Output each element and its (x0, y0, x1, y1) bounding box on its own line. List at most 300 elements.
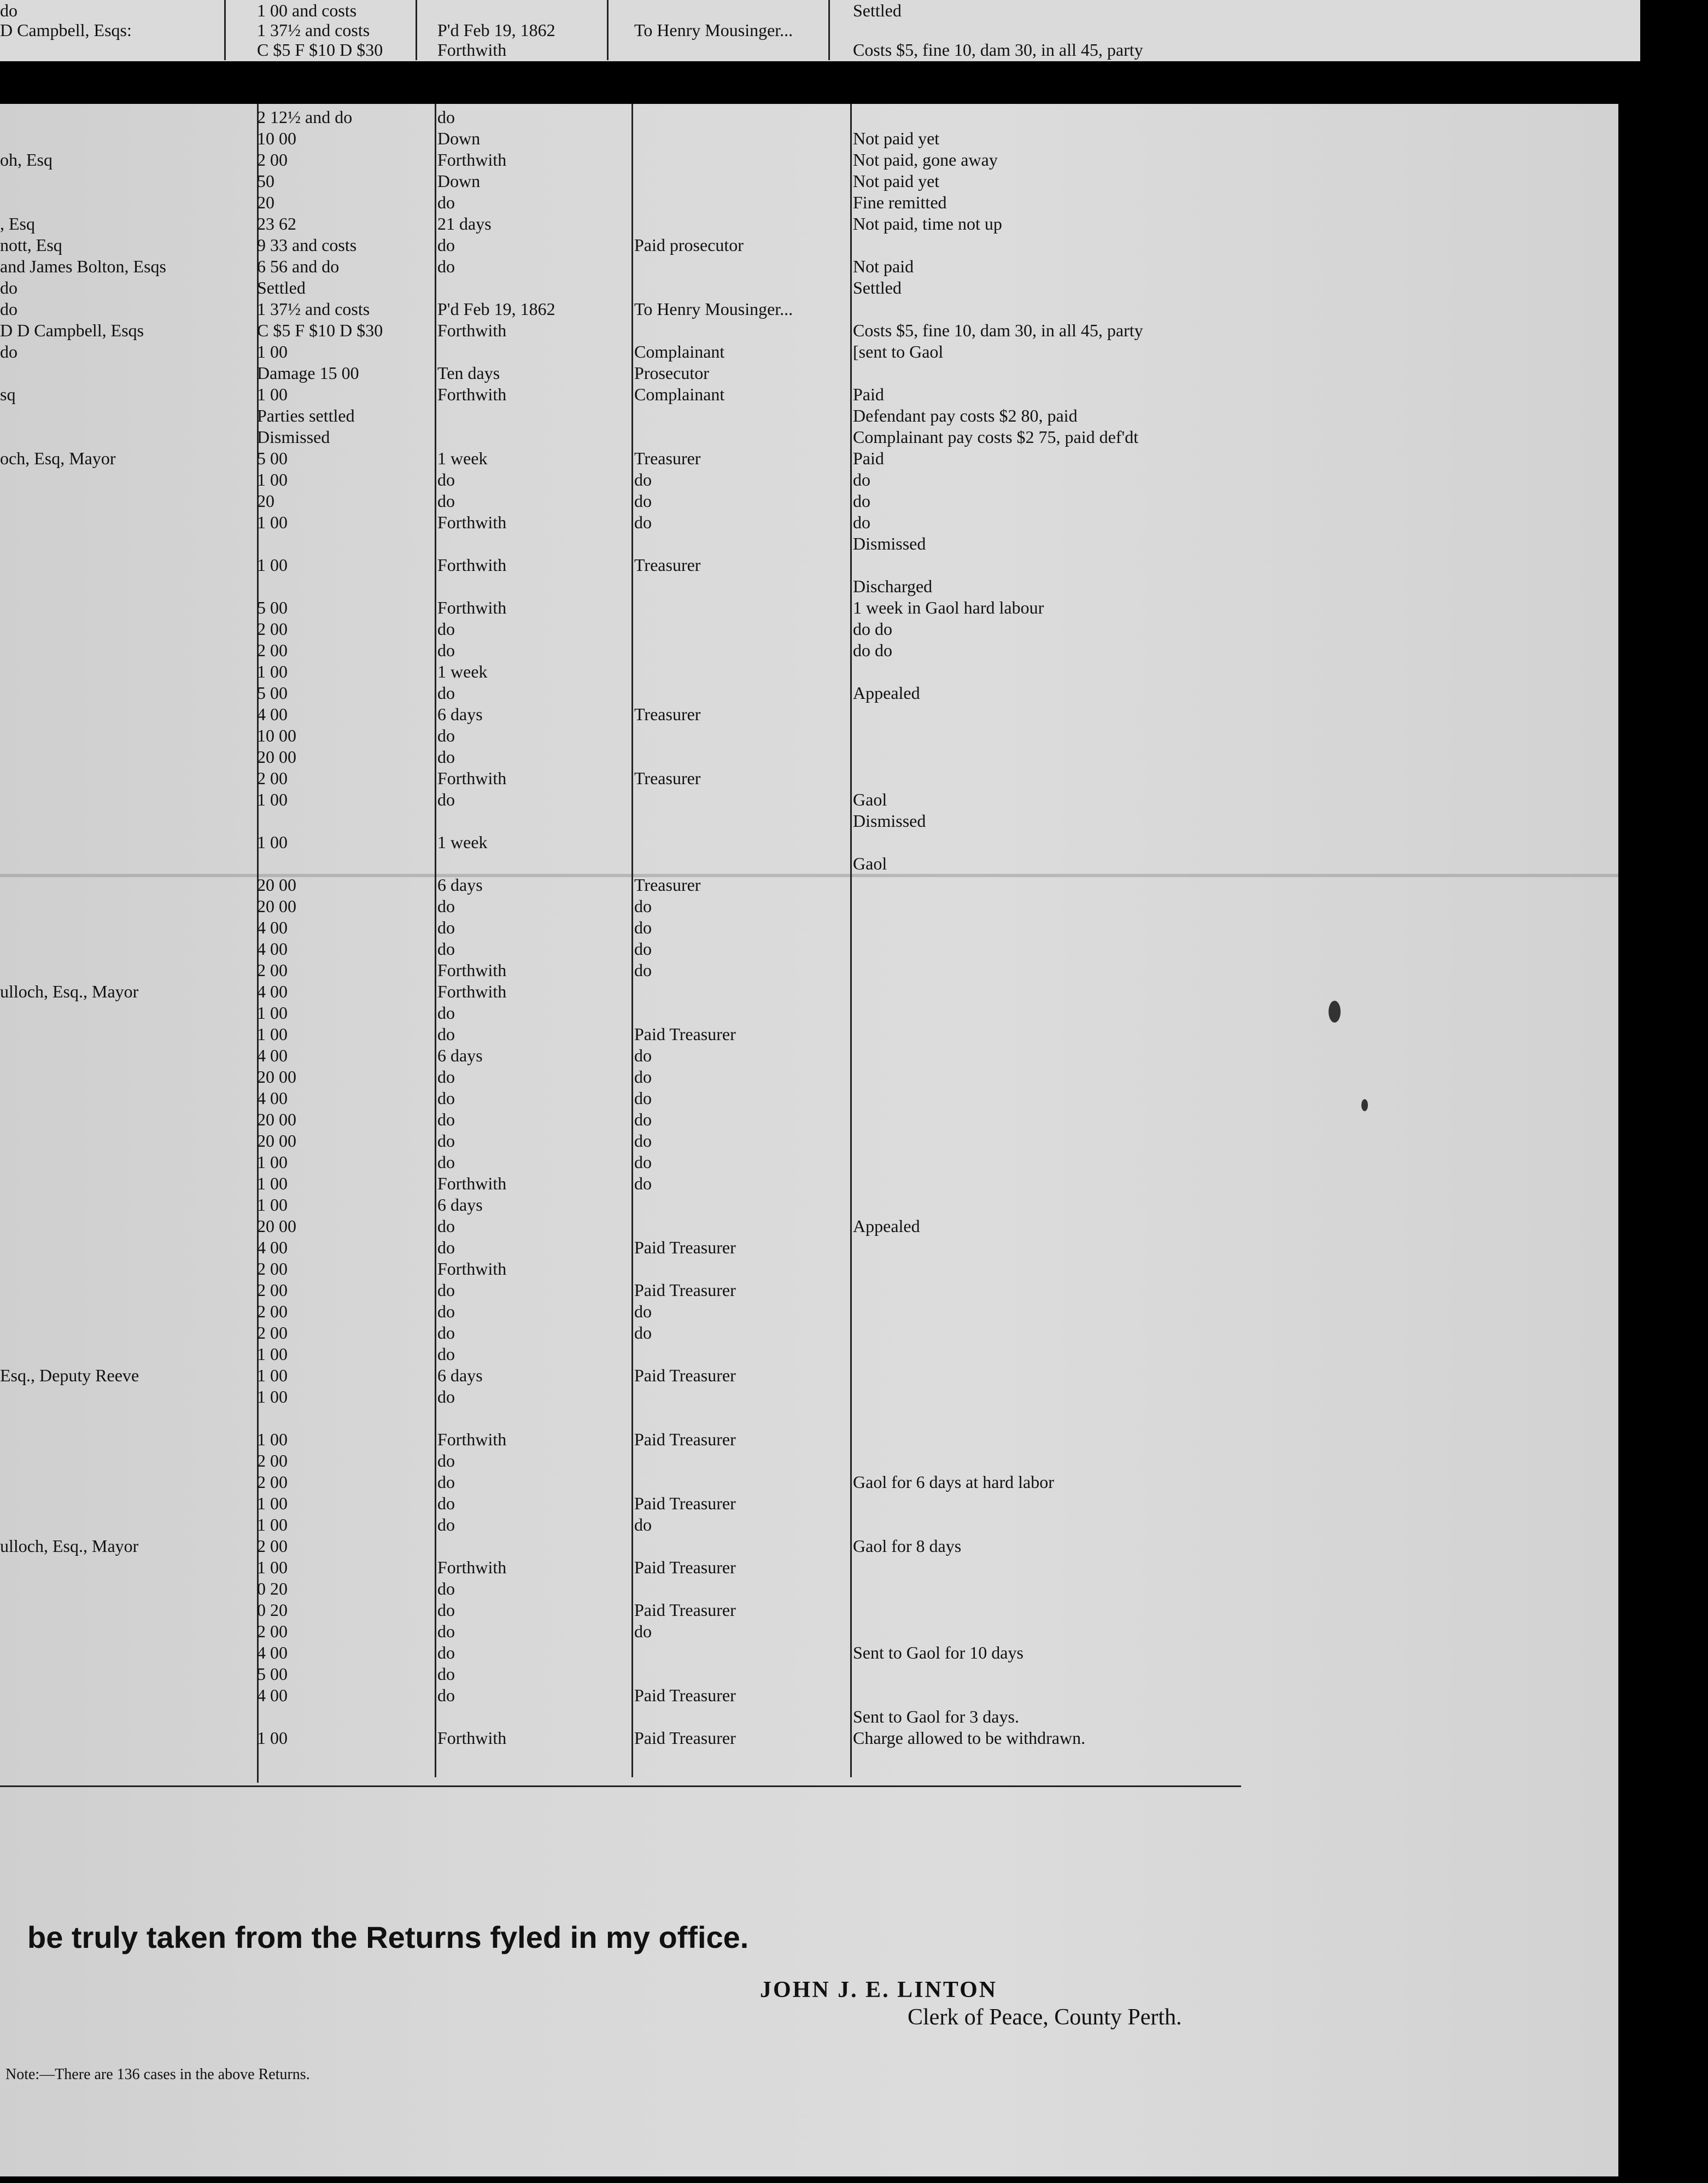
table-row (0, 171, 1312, 191)
remarks-cell: Gaol (853, 790, 887, 809)
payment-cell: do (634, 491, 652, 511)
name-cell: Esq., Deputy Reeve (0, 1365, 139, 1385)
name-cell: sq (0, 384, 16, 404)
amount-cell: Dismissed (257, 427, 330, 447)
name-cell: do (0, 1, 17, 20)
time-cell: Forthwith (437, 320, 507, 340)
table-row (0, 341, 1312, 362)
table-row (0, 1600, 1312, 1620)
amount-cell: 2 00 (257, 1280, 288, 1300)
remarks-cell: Defendant pay costs $2 80, paid (853, 406, 1078, 425)
payment-cell: Paid Treasurer (634, 1238, 736, 1257)
time-cell: do (437, 918, 455, 937)
table-row (0, 768, 1312, 789)
table-row (0, 1663, 1312, 1684)
time-cell: 6 days (437, 875, 483, 895)
table-row (0, 533, 1312, 554)
remarks-cell: Paid (853, 448, 884, 468)
time-cell: do (437, 1280, 455, 1300)
table-row (0, 320, 1312, 341)
remarks-cell: Not paid, time not up (853, 214, 1002, 234)
table-row (0, 1706, 1312, 1727)
time-cell: do (437, 1024, 455, 1044)
amount-cell: 1 00 (257, 832, 288, 852)
time-cell: Forthwith (437, 1557, 507, 1577)
time-cell: do (437, 1600, 455, 1620)
amount-cell: 1 00 (257, 470, 288, 489)
time-cell: do (437, 640, 455, 660)
column-rule (416, 0, 417, 60)
time-cell: Down (437, 171, 481, 191)
amount-cell: 20 00 (257, 1067, 296, 1087)
amount-cell: 1 00 (257, 1344, 288, 1364)
table-row (0, 128, 1312, 149)
payment-cell: Paid Treasurer (634, 1429, 736, 1449)
table-row (0, 1514, 1312, 1535)
amount-cell: 1 00 (257, 790, 288, 809)
name-cell: oh, Esq (0, 150, 52, 170)
table-row (0, 1322, 1312, 1343)
amount-cell: 2 00 (257, 1536, 288, 1556)
amount-cell: 2 00 (257, 1259, 288, 1279)
returns-sheet (0, 104, 1618, 2176)
upper-sheet-fragment (0, 0, 1640, 61)
time-cell: Forthwith (437, 150, 507, 170)
remarks-cell: Not paid yet (853, 171, 940, 191)
amount-cell: 2 00 (257, 1472, 288, 1492)
amount-cell: 4 00 (257, 1238, 288, 1257)
table-row (0, 1045, 1312, 1066)
name-cell: , Esq (0, 214, 35, 234)
table-row (0, 1450, 1312, 1471)
remarks-cell: Fine remitted (853, 192, 947, 212)
table-row (0, 1578, 1312, 1599)
table-row (0, 39, 1312, 60)
table-row (0, 874, 1312, 895)
payment-cell: do (634, 1323, 652, 1343)
table-row (0, 149, 1312, 170)
amount-cell: 2 00 (257, 960, 288, 980)
table-row (0, 640, 1312, 661)
payment-cell: Paid Treasurer (634, 1728, 736, 1748)
table-row (0, 1685, 1312, 1706)
table-row (0, 1408, 1312, 1428)
name-cell: D D Campbell, Esqs (0, 320, 144, 340)
amount-cell: 20 (257, 192, 274, 212)
amount-cell: 20 00 (257, 747, 296, 767)
amount-cell: 0 20 (257, 1579, 288, 1598)
amount-cell: 0 20 (257, 1600, 288, 1620)
amount-cell: 4 00 (257, 1088, 288, 1108)
payment-cell: do (634, 1131, 652, 1151)
remarks-cell: 1 week in Gaol hard labour (853, 598, 1044, 617)
amount-cell: 4 00 (257, 1643, 288, 1662)
amount-cell: 1 00 (257, 1152, 288, 1172)
column-rule (828, 0, 830, 60)
amount-cell: 2 00 (257, 1301, 288, 1321)
remarks-cell: Sent to Gaol for 10 days (853, 1643, 1023, 1662)
time-cell: do (437, 1131, 455, 1151)
time-cell: do (437, 1664, 455, 1684)
table-row (0, 938, 1312, 959)
amount-cell: C $5 F $10 D $30 (257, 40, 383, 60)
table-row (0, 1237, 1312, 1258)
amount-cell: Parties settled (257, 406, 355, 425)
table-row (0, 554, 1312, 575)
table-row (0, 789, 1312, 810)
remarks-cell: Appealed (853, 683, 920, 703)
table-row (0, 491, 1312, 511)
table-row (0, 853, 1312, 874)
amount-cell: 4 00 (257, 704, 288, 724)
payment-cell: do (634, 939, 652, 959)
amount-cell: 23 62 (257, 214, 296, 234)
ink-blot (1329, 1001, 1341, 1023)
time-cell: do (437, 1472, 455, 1492)
table-row (0, 960, 1312, 980)
amount-cell: 5 00 (257, 598, 288, 617)
table-row (0, 981, 1312, 1002)
amount-cell: 4 00 (257, 1685, 288, 1705)
payment-cell: To Henry Mousinger... (634, 299, 793, 319)
table-row (0, 1621, 1312, 1642)
table-row (0, 512, 1312, 533)
time-cell: do (437, 1387, 455, 1406)
table-row (0, 1344, 1312, 1364)
table-row (0, 1472, 1312, 1492)
table-row (0, 1173, 1312, 1194)
table-row (0, 1258, 1312, 1279)
amount-cell: 9 33 and costs (257, 235, 357, 255)
table-row (0, 1066, 1312, 1087)
amount-cell: 1 00 (257, 1515, 288, 1534)
table-row (0, 704, 1312, 725)
remarks-cell: Costs $5, fine 10, dam 30, in all 45, party (853, 40, 1143, 60)
table-row (0, 469, 1312, 490)
amount-cell: 5 00 (257, 683, 288, 703)
amount-cell: 1 00 (257, 512, 288, 532)
remarks-cell: do (853, 491, 870, 511)
table-row (0, 448, 1312, 469)
table-row (0, 1727, 1312, 1748)
amount-cell: 1 00 (257, 1024, 288, 1044)
payment-cell: Paid Treasurer (634, 1685, 736, 1705)
payment-cell: Treasurer (634, 768, 701, 788)
remarks-cell: Discharged (853, 576, 933, 596)
amount-cell: 20 00 (257, 875, 296, 895)
table-row (0, 1386, 1312, 1407)
time-cell: do (437, 1152, 455, 1172)
table-row (0, 682, 1312, 703)
time-cell: do (437, 683, 455, 703)
time-cell: Forthwith (437, 982, 507, 1001)
table-row (0, 725, 1312, 746)
table-row (0, 1301, 1312, 1322)
time-cell: do (437, 726, 455, 745)
time-cell: 6 days (437, 1365, 483, 1385)
remarks-cell: [sent to Gaol (853, 342, 944, 361)
amount-cell: 1 00 (257, 555, 288, 575)
certification-text: be truly taken from the Returns fyled in my office. (27, 1920, 749, 1954)
time-cell: do (437, 939, 455, 959)
table-row (0, 1024, 1312, 1044)
payment-cell: Treasurer (634, 875, 701, 895)
amount-cell: 1 00 (257, 1493, 288, 1513)
time-cell: do (437, 1110, 455, 1129)
amount-cell: 1 00 (257, 384, 288, 404)
time-cell: do (437, 1621, 455, 1641)
payment-cell: do (634, 1088, 652, 1108)
time-cell: do (437, 790, 455, 809)
amount-cell: 2 00 (257, 1323, 288, 1343)
time-cell: do (437, 1643, 455, 1662)
table-row (0, 107, 1312, 127)
name-cell: do (0, 278, 17, 297)
amount-cell: 1 00 (257, 1557, 288, 1577)
time-cell: Forthwith (437, 1728, 507, 1748)
amount-cell: 5 00 (257, 448, 288, 468)
time-cell: do (437, 1685, 455, 1705)
time-cell: Ten days (437, 363, 500, 383)
remarks-cell: Complainant pay costs $2 75, paid def'dt (853, 427, 1139, 447)
column-rule (224, 0, 226, 60)
amount-cell: 1 00 (257, 1003, 288, 1023)
name-cell: D Campbell, Esqs: (0, 20, 132, 40)
time-cell: 21 days (437, 214, 492, 234)
table-row (0, 235, 1312, 255)
table-row (0, 0, 1312, 21)
remarks-cell: Paid (853, 384, 884, 404)
time-cell: P'd Feb 19, 1862 (437, 299, 555, 319)
amount-cell: 5 00 (257, 1664, 288, 1684)
remarks-cell: Settled (853, 1, 902, 20)
payment-cell: Treasurer (634, 555, 701, 575)
name-cell: do (0, 299, 17, 319)
time-cell: 6 days (437, 1046, 483, 1065)
time-cell: do (437, 1451, 455, 1470)
name-cell: do (0, 342, 17, 361)
payment-cell: Paid Treasurer (634, 1365, 736, 1385)
time-cell: Forthwith (437, 40, 507, 60)
time-cell: do (437, 1493, 455, 1513)
name-cell: and James Bolton, Esqs (0, 256, 166, 276)
time-cell: 1 week (437, 832, 488, 852)
table-row (0, 597, 1312, 618)
table-row (0, 896, 1312, 917)
remarks-cell: Settled (853, 278, 902, 297)
amount-cell: 10 00 (257, 129, 296, 148)
payment-cell: do (634, 1301, 652, 1321)
amount-cell: Settled (257, 278, 306, 297)
time-cell: do (437, 1003, 455, 1023)
footnote: Note:—There are 136 cases in the above Returns. (5, 2066, 310, 2083)
amount-cell: 20 (257, 491, 274, 511)
amount-cell: 1 00 (257, 1387, 288, 1406)
table-row (0, 1002, 1312, 1023)
signature-name: JOHN J. E. LINTON (760, 1977, 998, 2003)
table-row (0, 1493, 1312, 1514)
payment-cell: do (634, 1621, 652, 1641)
remarks-cell: do (853, 470, 870, 489)
time-cell: Forthwith (437, 960, 507, 980)
table-row (0, 832, 1312, 853)
table-row (0, 1365, 1312, 1386)
table-row (0, 1642, 1312, 1663)
amount-cell: 1 37½ and costs (257, 20, 370, 40)
payment-cell: Paid prosecutor (634, 235, 744, 255)
remarks-cell: Dismissed (853, 534, 926, 553)
amount-cell: 4 00 (257, 918, 288, 937)
table-row (0, 661, 1312, 682)
amount-cell: 2 00 (257, 768, 288, 788)
amount-cell: 2 00 (257, 1621, 288, 1641)
payment-cell: do (634, 918, 652, 937)
remarks-cell: Appealed (853, 1216, 920, 1236)
table-row (0, 576, 1312, 597)
amount-cell: 1 00 (257, 662, 288, 681)
time-cell: 6 days (437, 1195, 483, 1215)
time-cell: Forthwith (437, 512, 507, 532)
amount-cell: 1 00 (257, 1195, 288, 1215)
amount-cell: 1 00 (257, 342, 288, 361)
amount-cell: Damage 15 00 (257, 363, 359, 383)
payment-cell: do (634, 1067, 652, 1087)
time-cell: Forthwith (437, 1429, 507, 1449)
amount-cell: 2 00 (257, 1451, 288, 1470)
payment-cell: do (634, 1174, 652, 1193)
table-row (0, 427, 1312, 447)
payment-cell: Paid Treasurer (634, 1024, 736, 1044)
remarks-cell: do (853, 512, 870, 532)
table-row (0, 384, 1312, 405)
amount-cell: 6 56 and do (257, 256, 340, 276)
payment-cell: do (634, 1515, 652, 1534)
time-cell: do (437, 1301, 455, 1321)
table-row (0, 299, 1312, 319)
amount-cell: 20 00 (257, 1216, 296, 1236)
time-cell: do (437, 1323, 455, 1343)
time-cell: do (437, 491, 455, 511)
time-cell: do (437, 747, 455, 767)
table-row (0, 1216, 1312, 1236)
time-cell: do (437, 470, 455, 489)
amount-cell: 4 00 (257, 1046, 288, 1065)
ink-blot (1361, 1099, 1368, 1111)
time-cell: do (437, 896, 455, 916)
amount-cell: 2 00 (257, 640, 288, 660)
time-cell: Forthwith (437, 384, 507, 404)
payment-cell: Complainant (634, 384, 725, 404)
table-row (0, 917, 1312, 938)
payment-cell: do (634, 1046, 652, 1065)
amount-cell: 2 12½ and do (257, 107, 353, 127)
payment-cell: do (634, 1110, 652, 1129)
time-cell: do (437, 1515, 455, 1534)
amount-cell: C $5 F $10 D $30 (257, 320, 383, 340)
table-row (0, 192, 1312, 213)
table-row (0, 1152, 1312, 1172)
remarks-cell: Not paid, gone away (853, 150, 998, 170)
time-cell: Forthwith (437, 598, 507, 617)
table-row (0, 618, 1312, 639)
table-row (0, 1194, 1312, 1215)
table-row (0, 20, 1312, 40)
amount-cell: 2 00 (257, 150, 288, 170)
payment-cell: Paid Treasurer (634, 1557, 736, 1577)
time-cell: Down (437, 129, 481, 148)
payment-cell: Treasurer (634, 448, 701, 468)
payment-cell: do (634, 512, 652, 532)
payment-cell: Paid Treasurer (634, 1600, 736, 1620)
payment-cell: Treasurer (634, 704, 701, 724)
table-row (0, 277, 1312, 298)
payment-cell: do (634, 960, 652, 980)
time-cell: Forthwith (437, 1259, 507, 1279)
amount-cell: 1 00 and costs (257, 1, 357, 20)
time-cell: do (437, 107, 455, 127)
remarks-cell: Dismissed (853, 811, 926, 831)
payment-cell: do (634, 1152, 652, 1172)
table-row (0, 810, 1312, 831)
remarks-cell: Gaol for 6 days at hard labor (853, 1472, 1054, 1492)
payment-cell: To Henry Mousinger... (634, 20, 793, 40)
time-cell: do (437, 192, 455, 212)
table-row (0, 1130, 1312, 1151)
time-cell: Forthwith (437, 1174, 507, 1193)
time-cell: 1 week (437, 448, 488, 468)
remarks-cell: Sent to Gaol for 3 days. (853, 1707, 1019, 1726)
table-row (0, 1109, 1312, 1130)
payment-cell: do (634, 896, 652, 916)
amount-cell: 4 00 (257, 982, 288, 1001)
remarks-cell: Not paid yet (853, 129, 940, 148)
payment-cell: do (634, 470, 652, 489)
table-row (0, 1088, 1312, 1108)
payment-cell: Prosecutor (634, 363, 709, 383)
amount-cell: 4 00 (257, 939, 288, 959)
remarks-cell: do do (853, 640, 892, 660)
payment-cell: Paid Treasurer (634, 1280, 736, 1300)
time-cell: Forthwith (437, 555, 507, 575)
amount-cell: 1 00 (257, 1174, 288, 1193)
table-row (0, 1429, 1312, 1450)
signature-title: Clerk of Peace, County Perth. (908, 2005, 1182, 2030)
table-row (0, 1280, 1312, 1300)
amount-cell: 2 00 (257, 619, 288, 639)
table-row (0, 213, 1312, 234)
time-cell: do (437, 256, 455, 276)
name-cell: nott, Esq (0, 235, 62, 255)
name-cell: ulloch, Esq., Mayor (0, 1536, 139, 1556)
table-row (0, 256, 1312, 277)
time-cell: do (437, 1067, 455, 1087)
name-cell: och, Esq, Mayor (0, 448, 116, 468)
table-bottom-rule (0, 1785, 1241, 1787)
time-cell: do (437, 1344, 455, 1364)
time-cell: do (437, 1216, 455, 1236)
table-row (0, 363, 1312, 383)
amount-cell: 1 00 (257, 1728, 288, 1748)
time-cell: do (437, 619, 455, 639)
remarks-cell: Not paid (853, 256, 914, 276)
amount-cell: 1 00 (257, 1365, 288, 1385)
remarks-cell: do do (853, 619, 892, 639)
time-cell: Forthwith (437, 768, 507, 788)
amount-cell: 20 00 (257, 1110, 296, 1129)
table-row (0, 1557, 1312, 1578)
time-cell: do (437, 1579, 455, 1598)
remarks-cell: Charge allowed to be withdrawn. (853, 1728, 1086, 1748)
